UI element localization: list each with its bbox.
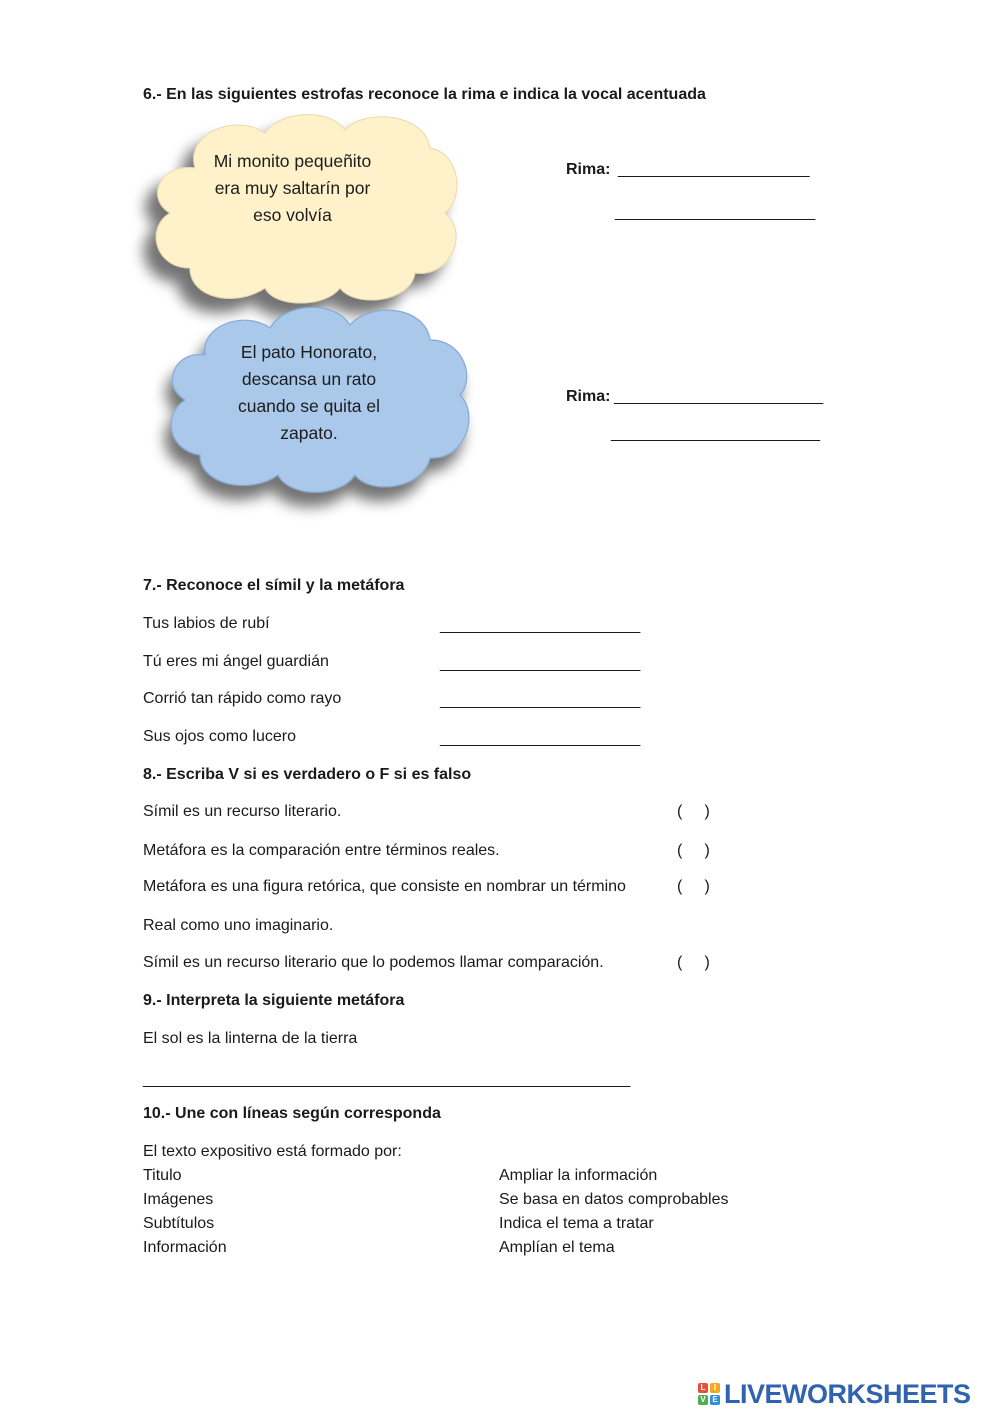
rima-label-1: Rima:	[566, 161, 611, 178]
q7-item-text: Tus labios de rubí	[143, 615, 270, 632]
cloud-yellow-line: eso volvía	[253, 205, 332, 225]
q10-intro: El texto expositivo está formado por:	[143, 1143, 402, 1160]
q10-right-item[interactable]: Ampliar la información	[499, 1167, 658, 1184]
q7-item-text: Sus ojos como lucero	[143, 728, 296, 745]
q8-answer-box[interactable]: ( )	[677, 842, 710, 859]
cloud-blue-line: El pato Honorato,	[240, 342, 378, 362]
q10-left-item[interactable]: Titulo	[143, 1167, 182, 1184]
q10-right-item[interactable]: Se basa en datos comprobables	[499, 1191, 729, 1208]
q7-answer-blank[interactable]: _______________________	[440, 655, 641, 672]
cloud-yellow-line: Mi monito pequeñito	[213, 151, 372, 171]
q10-right-item[interactable]: Amplían el tema	[499, 1239, 615, 1256]
cloud-blue-line: cuando se quita el	[237, 396, 381, 416]
cloud-blue	[160, 300, 480, 520]
q8-statement: Metáfora es una figura retórica, que consiste en nombrar un término	[143, 878, 626, 895]
q8-statement: Metáfora es la comparación entre términos reales.	[143, 842, 500, 859]
cloud-blue-line: zapato.	[280, 423, 338, 443]
q7-answer-blank[interactable]: _______________________	[440, 730, 641, 747]
q10-left-item[interactable]: Imágenes	[143, 1191, 214, 1208]
q9-sentence: El sol es la linterna de la tierra	[143, 1030, 358, 1047]
logo-letter: I	[710, 1383, 720, 1393]
q8-statement: Símil es un recurso literario.	[143, 803, 342, 820]
logo-letter: E	[710, 1395, 720, 1405]
q10-title: 10.- Une con líneas según corresponda	[143, 1105, 441, 1122]
rima-label-2: Rima:	[566, 388, 611, 405]
q10-right-item[interactable]: Indica el tema a tratar	[499, 1215, 654, 1232]
q7-item-text: Corrió tan rápido como rayo	[143, 690, 342, 707]
rima-blank-2a[interactable]: ________________________	[614, 388, 823, 405]
q8-statement-continued: Real como uno imaginario.	[143, 917, 334, 934]
q7-answer-blank[interactable]: _______________________	[440, 692, 641, 709]
liveworksheets-logo[interactable]	[698, 1378, 971, 1410]
cloud-blue-text	[200, 339, 418, 447]
q8-answer-box[interactable]: ( )	[677, 954, 710, 971]
q7-answer-blank[interactable]: _______________________	[440, 617, 641, 634]
q8-answer-box[interactable]: ( )	[677, 878, 710, 895]
logo-letter: L	[698, 1383, 708, 1393]
rima-blank-1b[interactable]: _______________________	[615, 204, 816, 221]
cloud-blue-line: descansa un rato	[241, 369, 377, 389]
q8-title: 8.- Escriba V si es verdadero o F si es falso	[143, 766, 472, 783]
rima-blank-2b[interactable]: ________________________	[611, 425, 820, 442]
cloud-yellow-line: era muy saltarín por	[214, 178, 371, 198]
q9-title: 9.- Interpreta la siguiente metáfora	[143, 992, 405, 1009]
q8-statement: Símil es un recurso literario que lo podemos llamar comparación.	[143, 954, 604, 971]
q6-title: 6.- En las siguientes estrofas reconoce la rima e indica la vocal acentuada	[143, 86, 706, 103]
q10-left-item[interactable]: Información	[143, 1239, 227, 1256]
q10-left-item[interactable]: Subtítulos	[143, 1215, 215, 1232]
cloud-yellow-text	[185, 148, 400, 229]
cloud-yellow	[140, 108, 470, 318]
q8-answer-box[interactable]: ( )	[677, 803, 710, 820]
logo-mark-icon	[698, 1383, 720, 1405]
rima-blank-1a[interactable]: ______________________	[618, 161, 810, 178]
logo-letter: V	[698, 1395, 708, 1405]
logo-text: LIVEWORKSHEETS	[724, 1378, 971, 1409]
q9-answer-blank[interactable]: ________________________________________________________	[143, 1071, 631, 1088]
q7-item-text: Tú eres mi ángel guardián	[143, 653, 329, 670]
q7-title: 7.- Reconoce el símil y la metáfora	[143, 577, 405, 594]
